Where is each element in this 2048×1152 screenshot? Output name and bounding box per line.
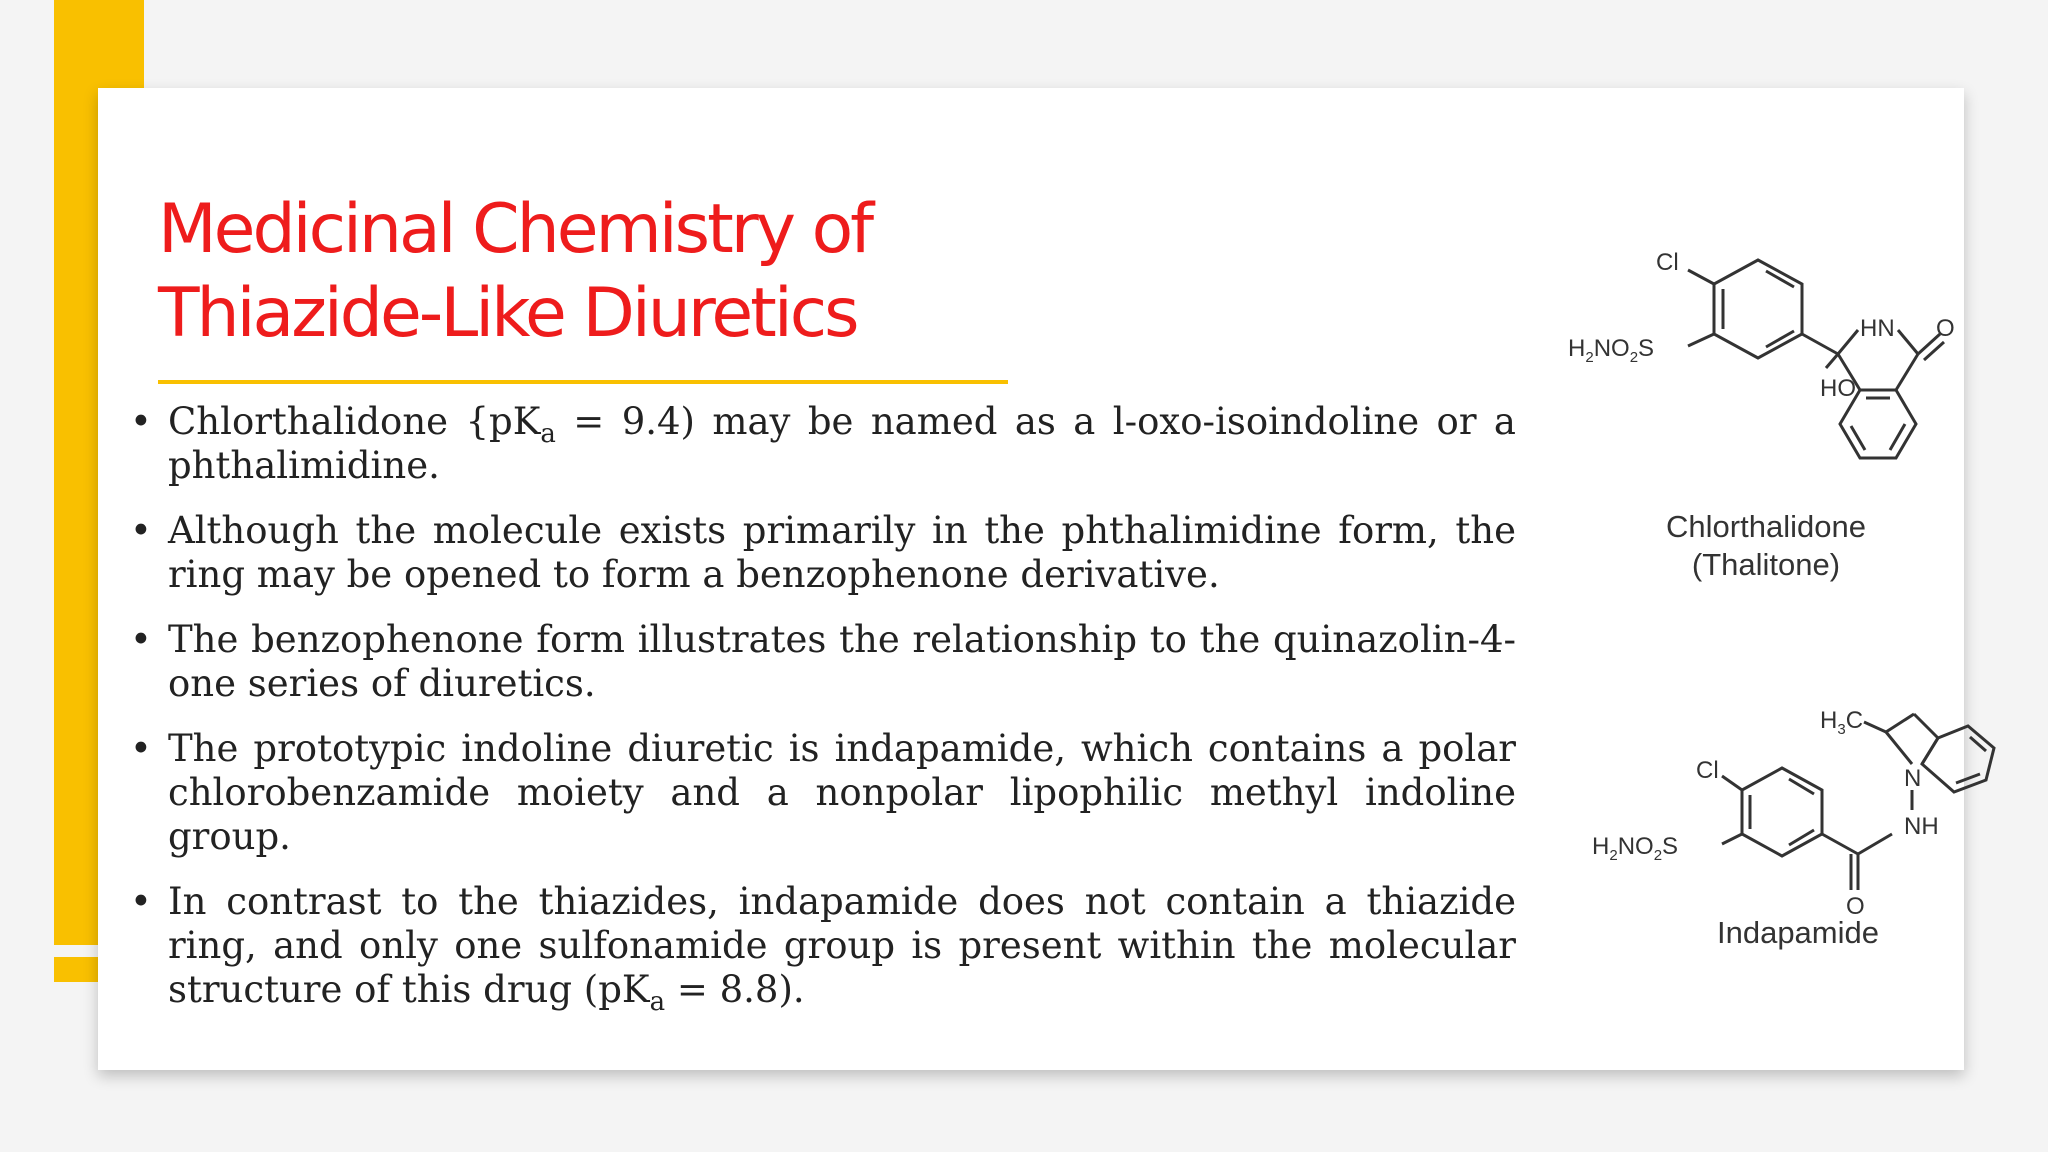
- accent-bar-top: [54, 0, 144, 90]
- title-line-1: Medicinal Chemistry of: [158, 190, 872, 269]
- indapamide-label: Indapamide: [1716, 915, 1879, 950]
- accent-bar-left: [54, 0, 98, 945]
- slide: [98, 88, 1964, 1070]
- bullet-item: • Although the molecule exists primarily in the phthalimidine form, the ring may be opened to form a benzophenone derivative.: [130, 509, 1516, 597]
- chlorthalidone-structure: [1508, 188, 1955, 518]
- atom-nh: NH: [1904, 813, 1939, 840]
- atom-sulfonamide: $H_2NO_2S$: [1592, 833, 1679, 864]
- atom-cl: Cl: [1696, 757, 1719, 784]
- slide-title: [158, 188, 1058, 356]
- atom-cl: Cl: [1656, 249, 1679, 276]
- chlorthalidone-label: Chlorthalidone (Thalitone): [1666, 509, 1866, 582]
- bullet-item: • The prototypic indoline diuretic is indapamide, which contains a polar chlorobenzamide moiety and a nonpolar lipophilic methyl indoline group.: [130, 727, 1516, 859]
- atom-methyl: $H_3C$: [1820, 707, 1864, 738]
- atom-oxo: O: [1936, 315, 1955, 342]
- bullet-item: • Chlorthalidone $\{pK_a = 9.4)$ may be named as a l-oxo-isoindoline or a phthalimidine.: [130, 400, 1516, 488]
- structure-panel: [1508, 188, 1955, 1008]
- atom-hn: HN: [1860, 315, 1895, 342]
- title-underline: [158, 380, 1008, 384]
- bullet-list: [130, 400, 1516, 1033]
- atom-n: N: [1904, 765, 1922, 792]
- bullet-item: • The benzophenone form illustrates the relationship to the quinazolin-4-one series of diuretics.: [130, 618, 1516, 706]
- bullet-item: • In contrast to the thiazides, indapamide does not contain a thiazide ring, and only one sulfonamide group is present within the molecular structure of this drug $(pK_a = 8.8)$.: [130, 880, 1516, 1012]
- atom-oxo: O: [1846, 893, 1865, 920]
- atom-ho: HO: [1820, 375, 1856, 402]
- title-line-2: Thiazide-Like Diuretics: [158, 274, 857, 353]
- accent-bar-tail: [54, 957, 98, 982]
- atom-sulfonamide: $H_2NO_2S$: [1568, 335, 1655, 366]
- accent-bar-gap: [54, 945, 98, 957]
